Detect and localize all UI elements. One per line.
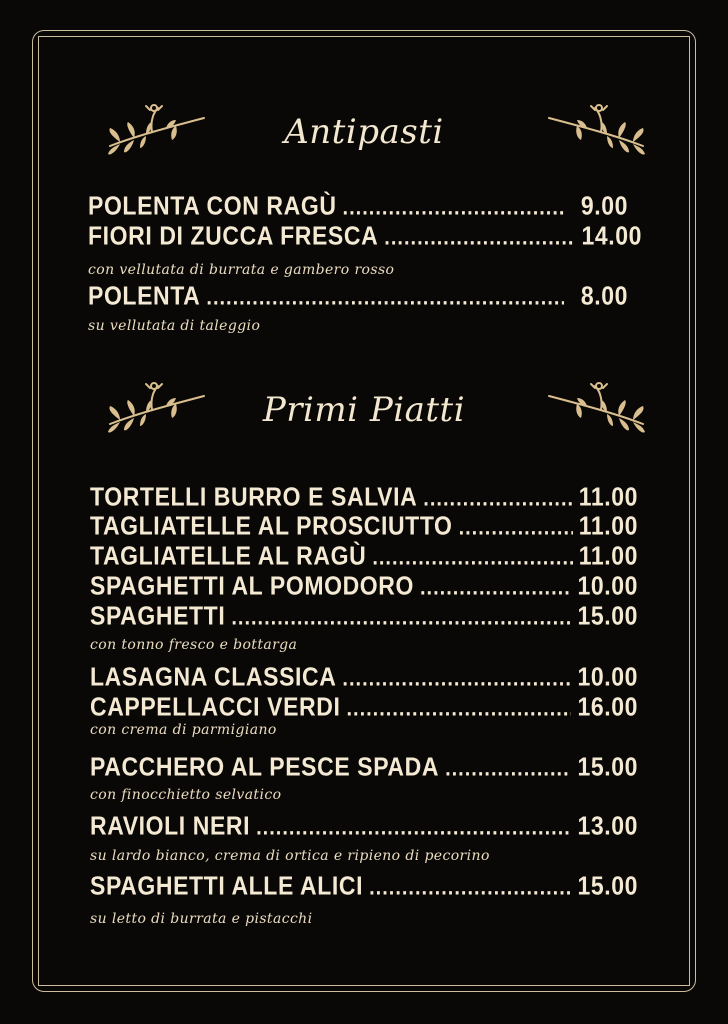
menu-item-name: SPAGHETTI ALLE ALICI xyxy=(90,870,364,900)
leader-dots xyxy=(206,285,564,311)
menu-item xyxy=(90,662,638,692)
leader-dots xyxy=(372,545,572,571)
floral-branch-icon xyxy=(547,380,647,438)
menu-item-price: 9.00 xyxy=(580,190,628,220)
leader-dots xyxy=(459,515,573,541)
menu-item-price: 15.00 xyxy=(577,870,638,900)
leader-dots xyxy=(420,575,571,601)
menu-item xyxy=(88,191,628,221)
menu-item-name: PACCHERO AL PESCE SPADA xyxy=(90,751,440,781)
leader-dots xyxy=(256,815,571,841)
menu-item xyxy=(90,571,638,601)
menu-item-name: TAGLIATELLE AL RAGÙ xyxy=(90,540,367,570)
menu-item xyxy=(90,482,638,512)
leader-dots xyxy=(231,605,571,631)
menu-item-price: 14.00 xyxy=(581,220,642,250)
menu-item-name: LASAGNA CLASSICA xyxy=(90,661,337,691)
menu-item xyxy=(90,541,638,571)
menu-item-description: con finocchietto selvatico xyxy=(90,787,282,803)
menu-item xyxy=(90,601,638,631)
leader-dots xyxy=(384,225,575,251)
floral-branch-icon xyxy=(547,102,647,160)
leader-dots xyxy=(423,486,572,512)
leader-dots xyxy=(445,756,571,782)
section-title-primi-piatti: Primi Piatti xyxy=(262,390,466,430)
menu-item-price: 15.00 xyxy=(577,600,638,630)
menu-item xyxy=(90,692,638,722)
menu-item-price: 11.00 xyxy=(578,540,638,570)
section-title-antipasti: Antipasti xyxy=(284,112,444,152)
floral-branch-icon xyxy=(106,102,206,160)
menu-item-price: 15.00 xyxy=(577,751,638,781)
menu-item-description: con crema di parmigiano xyxy=(90,722,277,738)
menu-item xyxy=(88,281,628,311)
menu-item-name: CAPPELLACCI VERDI xyxy=(90,691,341,721)
menu-item-description: su letto di burrata e pistacchi xyxy=(90,911,313,927)
menu-item-price: 11.00 xyxy=(578,481,638,511)
menu-item-name: POLENTA xyxy=(88,280,201,310)
leader-dots xyxy=(346,696,571,722)
menu-item xyxy=(90,752,638,782)
menu-item-price: 11.00 xyxy=(578,510,638,540)
menu-item xyxy=(90,811,638,841)
menu-item-name: SPAGHETTI xyxy=(90,600,226,630)
menu-item-description: con vellutata di burrata e gambero rosso xyxy=(88,262,395,278)
menu-item-name: POLENTA CON RAGÙ xyxy=(88,190,337,220)
menu-item-name: TAGLIATELLE AL PROSCIUTTO xyxy=(90,510,453,540)
menu-item-description: con tonno fresco e bottarga xyxy=(90,637,298,653)
menu-item xyxy=(90,511,638,541)
menu-item-price: 8.00 xyxy=(580,280,628,310)
menu-item-description: su vellutata di taleggio xyxy=(88,318,261,334)
leader-dots xyxy=(343,195,564,221)
menu-item-price: 10.00 xyxy=(577,570,638,600)
menu-item-name: SPAGHETTI AL POMODORO xyxy=(90,570,414,600)
menu-item xyxy=(88,221,642,251)
leader-dots xyxy=(342,666,571,692)
menu-item-name: RAVIOLI NERI xyxy=(90,810,251,840)
menu-item-name: TORTELLI BURRO E SALVIA xyxy=(90,481,418,511)
leader-dots xyxy=(369,875,571,901)
menu-item-price: 10.00 xyxy=(577,661,638,691)
menu-item-price: 16.00 xyxy=(577,691,638,721)
menu-item xyxy=(90,871,638,901)
menu-item-price: 13.00 xyxy=(577,810,638,840)
menu-item-description: su lardo bianco, crema di ortica e ripieno di pecorino xyxy=(90,848,490,864)
menu-item-name: FIORI DI ZUCCA FRESCA xyxy=(88,220,379,250)
floral-branch-icon xyxy=(106,380,206,438)
